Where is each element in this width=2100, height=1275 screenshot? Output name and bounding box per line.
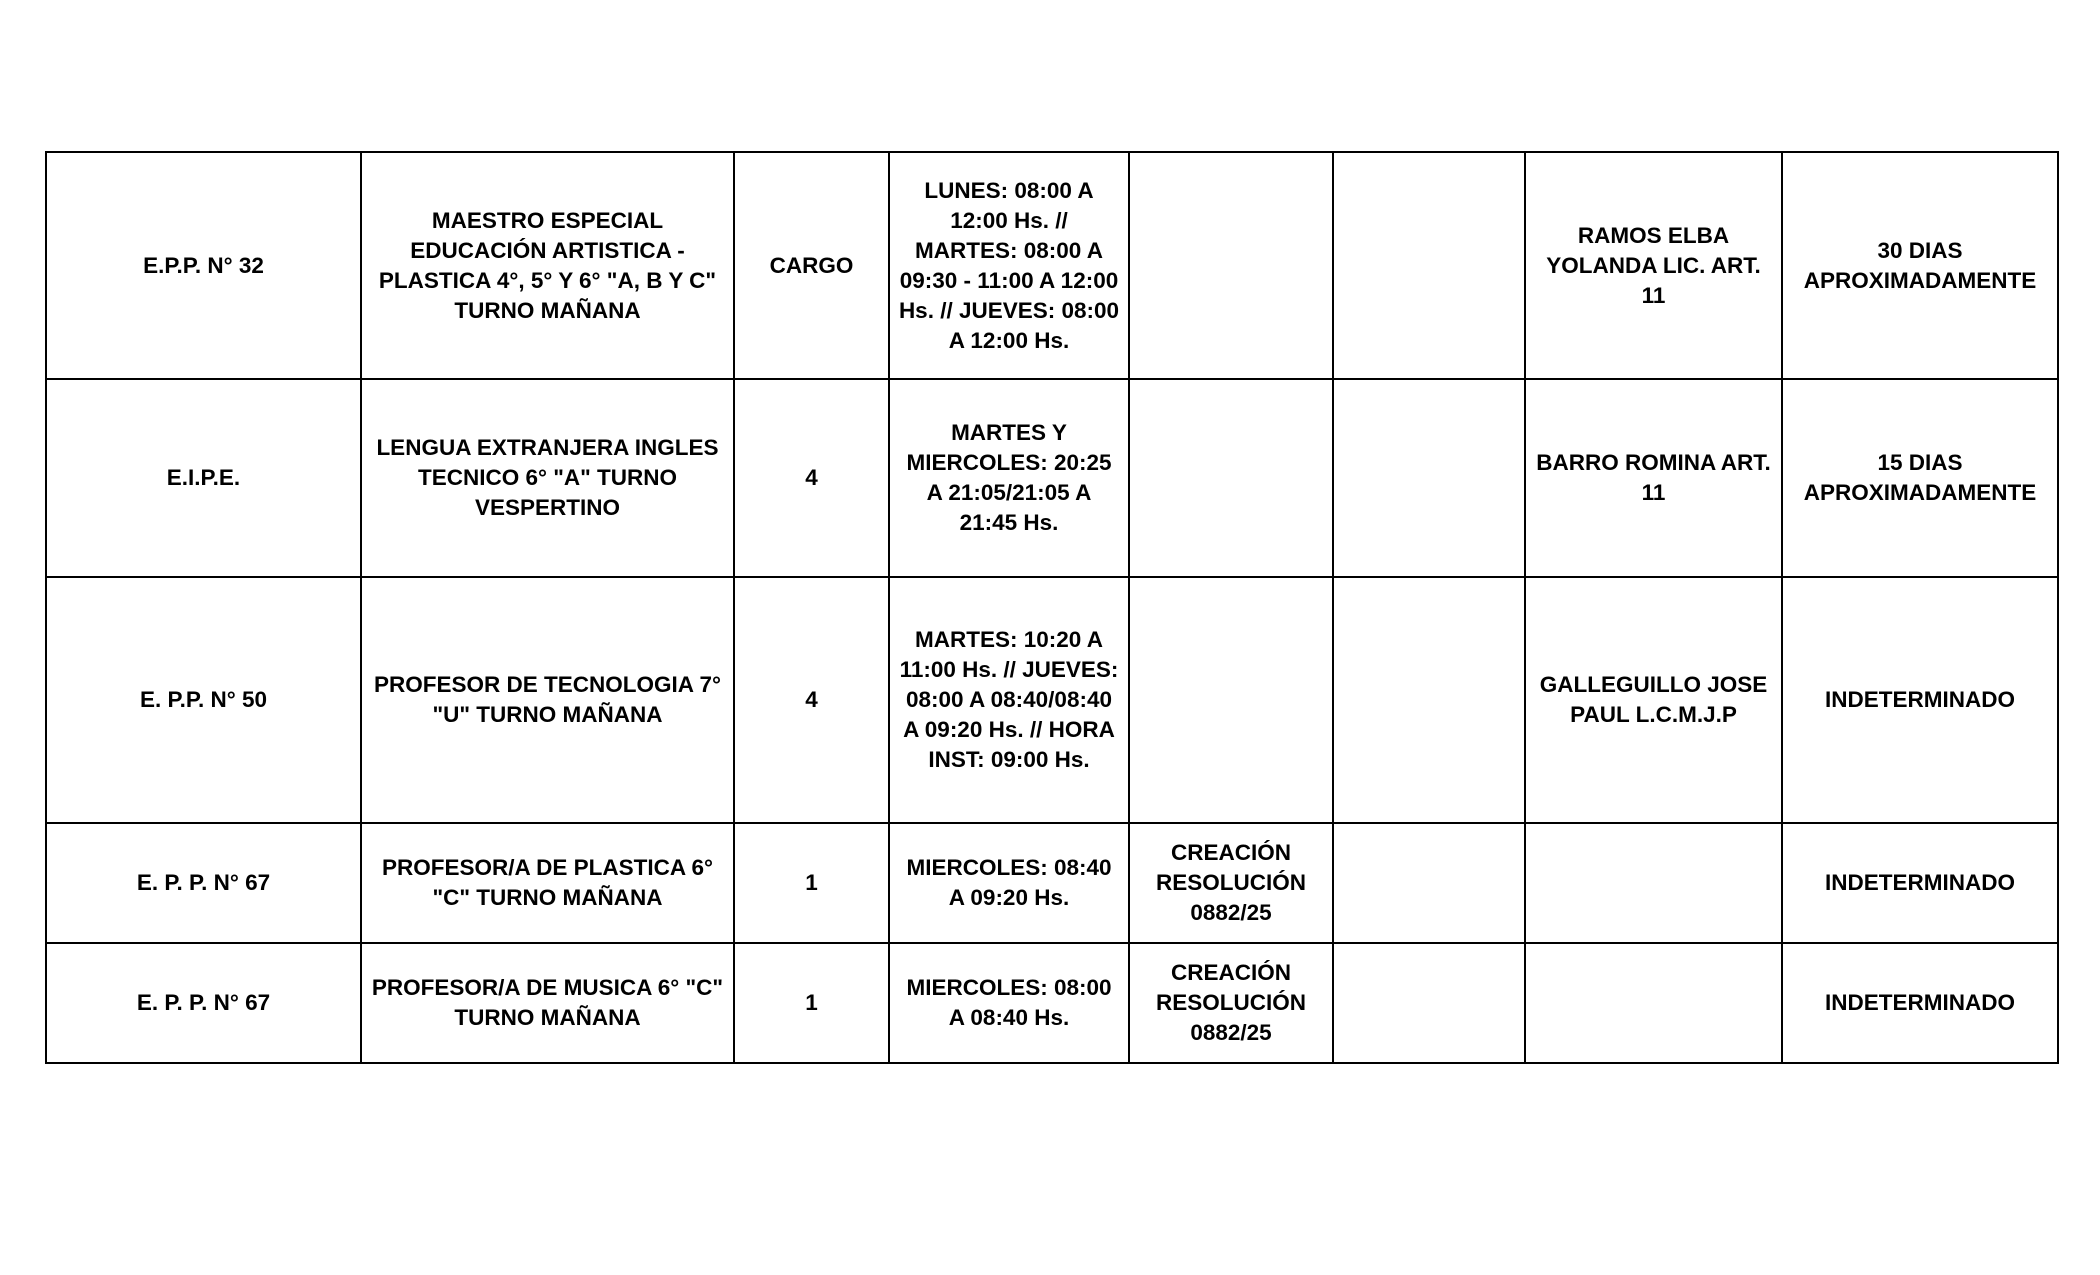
cell-holder: GALLEGUILLO JOSE PAUL L.C.M.J.P [1525,577,1782,823]
cell-school: E.I.P.E. [46,379,361,577]
cell-holder: RAMOS ELBA YOLANDA LIC. ART. 11 [1525,152,1782,379]
cell-holder: BARRO ROMINA ART. 11 [1525,379,1782,577]
cell-duration: INDETERMINADO [1782,823,2058,943]
cell-holder [1525,943,1782,1063]
cell-subject: PROFESOR/A DE MUSICA 6° "C" TURNO MAÑANA [361,943,734,1063]
cell-holder [1525,823,1782,943]
cell-schedule: MIERCOLES: 08:00 A 08:40 Hs. [889,943,1129,1063]
cell-empty [1333,823,1525,943]
cell-hours: 4 [734,577,889,823]
cell-subject: PROFESOR DE TECNOLOGIA 7° "U" TURNO MAÑANA [361,577,734,823]
table-row [46,577,2058,823]
cell-hours: 1 [734,823,889,943]
cell-reason [1129,379,1333,577]
table-row [46,943,2058,1063]
cell-hours: 1 [734,943,889,1063]
cell-empty [1333,577,1525,823]
table-row [46,152,2058,379]
cell-schedule: MIERCOLES: 08:40 A 09:20 Hs. [889,823,1129,943]
table-row [46,823,2058,943]
cell-schedule: LUNES: 08:00 A 12:00 Hs. // MARTES: 08:00 A 09:30 - 11:00 A 12:00 Hs. // JUEVES: 08:00 A 12:00 Hs. [889,152,1129,379]
cell-empty [1333,152,1525,379]
cell-hours: CARGO [734,152,889,379]
cell-duration: 30 DIAS APROXIMADAMENTE [1782,152,2058,379]
cell-subject: PROFESOR/A DE PLASTICA 6° "C" TURNO MAÑANA [361,823,734,943]
cell-subject: LENGUA EXTRANJERA INGLES TECNICO 6° "A" TURNO VESPERTINO [361,379,734,577]
cell-school: E. P. P. N° 67 [46,823,361,943]
cell-schedule: MARTES Y MIERCOLES: 20:25 A 21:05/21:05 A 21:45 Hs. [889,379,1129,577]
cell-duration: INDETERMINADO [1782,577,2058,823]
cell-schedule: MARTES: 10:20 A 11:00 Hs. // JUEVES: 08:00 A 08:40/08:40 A 09:20 Hs. // HORA INST: 09:00 Hs. [889,577,1129,823]
cell-reason: CREACIÓN RESOLUCIÓN 0882/25 [1129,823,1333,943]
cell-reason [1129,152,1333,379]
cell-hours: 4 [734,379,889,577]
vacancies-table [45,151,2059,1064]
cell-school: E. P. P. N° 67 [46,943,361,1063]
cell-duration: 15 DIAS APROXIMADAMENTE [1782,379,2058,577]
cell-empty [1333,379,1525,577]
cell-subject: MAESTRO ESPECIAL EDUCACIÓN ARTISTICA - PLASTICA 4°, 5° Y 6° "A, B Y C" TURNO MAÑANA [361,152,734,379]
cell-reason [1129,577,1333,823]
cell-empty [1333,943,1525,1063]
cell-school: E.P.P. N° 32 [46,152,361,379]
table-row [46,379,2058,577]
cell-school: E. P.P. N° 50 [46,577,361,823]
cell-duration: INDETERMINADO [1782,943,2058,1063]
cell-reason: CREACIÓN RESOLUCIÓN 0882/25 [1129,943,1333,1063]
